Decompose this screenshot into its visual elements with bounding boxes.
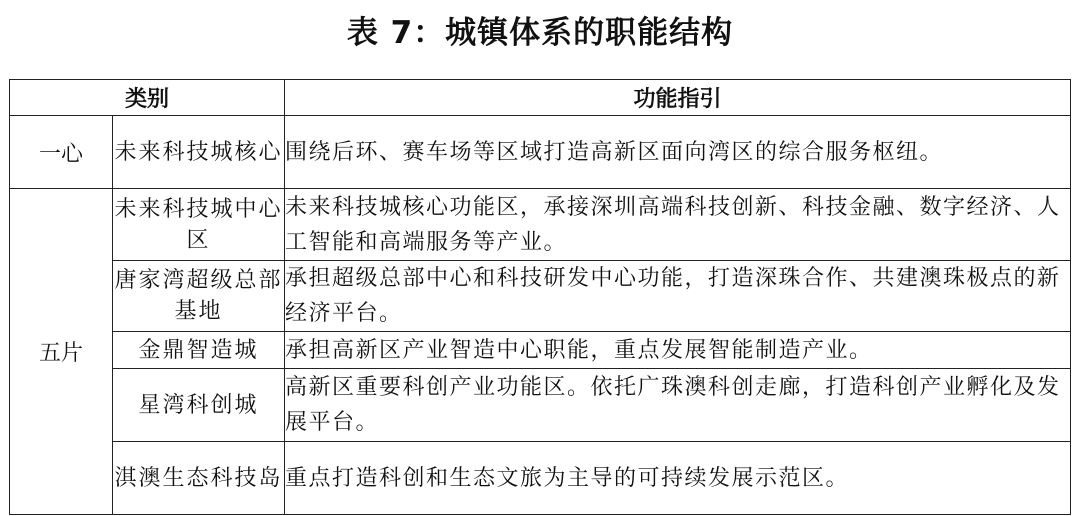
- header-function: 功能指引: [285, 80, 1071, 116]
- function-structure-table: [9, 79, 1071, 515]
- table-row: [10, 332, 1071, 369]
- zone-description-cell: 重点打造科创和生态文旅为主导的可持续发展示范区。: [285, 442, 1071, 515]
- zone-name-cell: 淇澳生态科技岛: [113, 442, 285, 515]
- zone-description-cell: 承担高新区产业智造中心职能，重点发展智能制造产业。: [285, 332, 1071, 369]
- zone-name-cell: 未来科技城核心: [113, 116, 285, 189]
- table-title: 表 7：城镇体系的职能结构: [346, 15, 734, 51]
- table-row: [10, 442, 1071, 515]
- zone-description-cell: 承担超级总部中心和科技研发中心功能，打造深珠合作、共建澳珠极点的新经济平台。: [285, 261, 1071, 332]
- table-row: [10, 116, 1071, 189]
- table-row: [10, 189, 1071, 261]
- table-header-row: [10, 80, 1071, 116]
- zone-description-cell: 围绕后环、赛车场等区域打造高新区面向湾区的综合服务枢纽。: [285, 116, 1071, 189]
- zone-name-cell: 未来科技城中心区: [113, 189, 285, 261]
- table-row: [10, 369, 1071, 442]
- table-row: [10, 261, 1071, 332]
- header-category: 类别: [10, 80, 285, 116]
- category-cell-wupian: 五片: [10, 189, 113, 515]
- zone-name-cell: 唐家湾超级总部基地: [113, 261, 285, 332]
- zone-description-cell: 未来科技城核心功能区，承接深圳高端科技创新、科技金融、数字经济、人工智能和高端服务等产业。: [285, 189, 1071, 261]
- zone-name-cell: 金鼎智造城: [113, 332, 285, 369]
- category-cell-yixin: 一心: [10, 116, 113, 189]
- zone-description-cell: 高新区重要科创产业功能区。依托广珠澳科创走廊，打造科创产业孵化及发展平台。: [285, 369, 1071, 442]
- zone-name-cell: 星湾科创城: [113, 369, 285, 442]
